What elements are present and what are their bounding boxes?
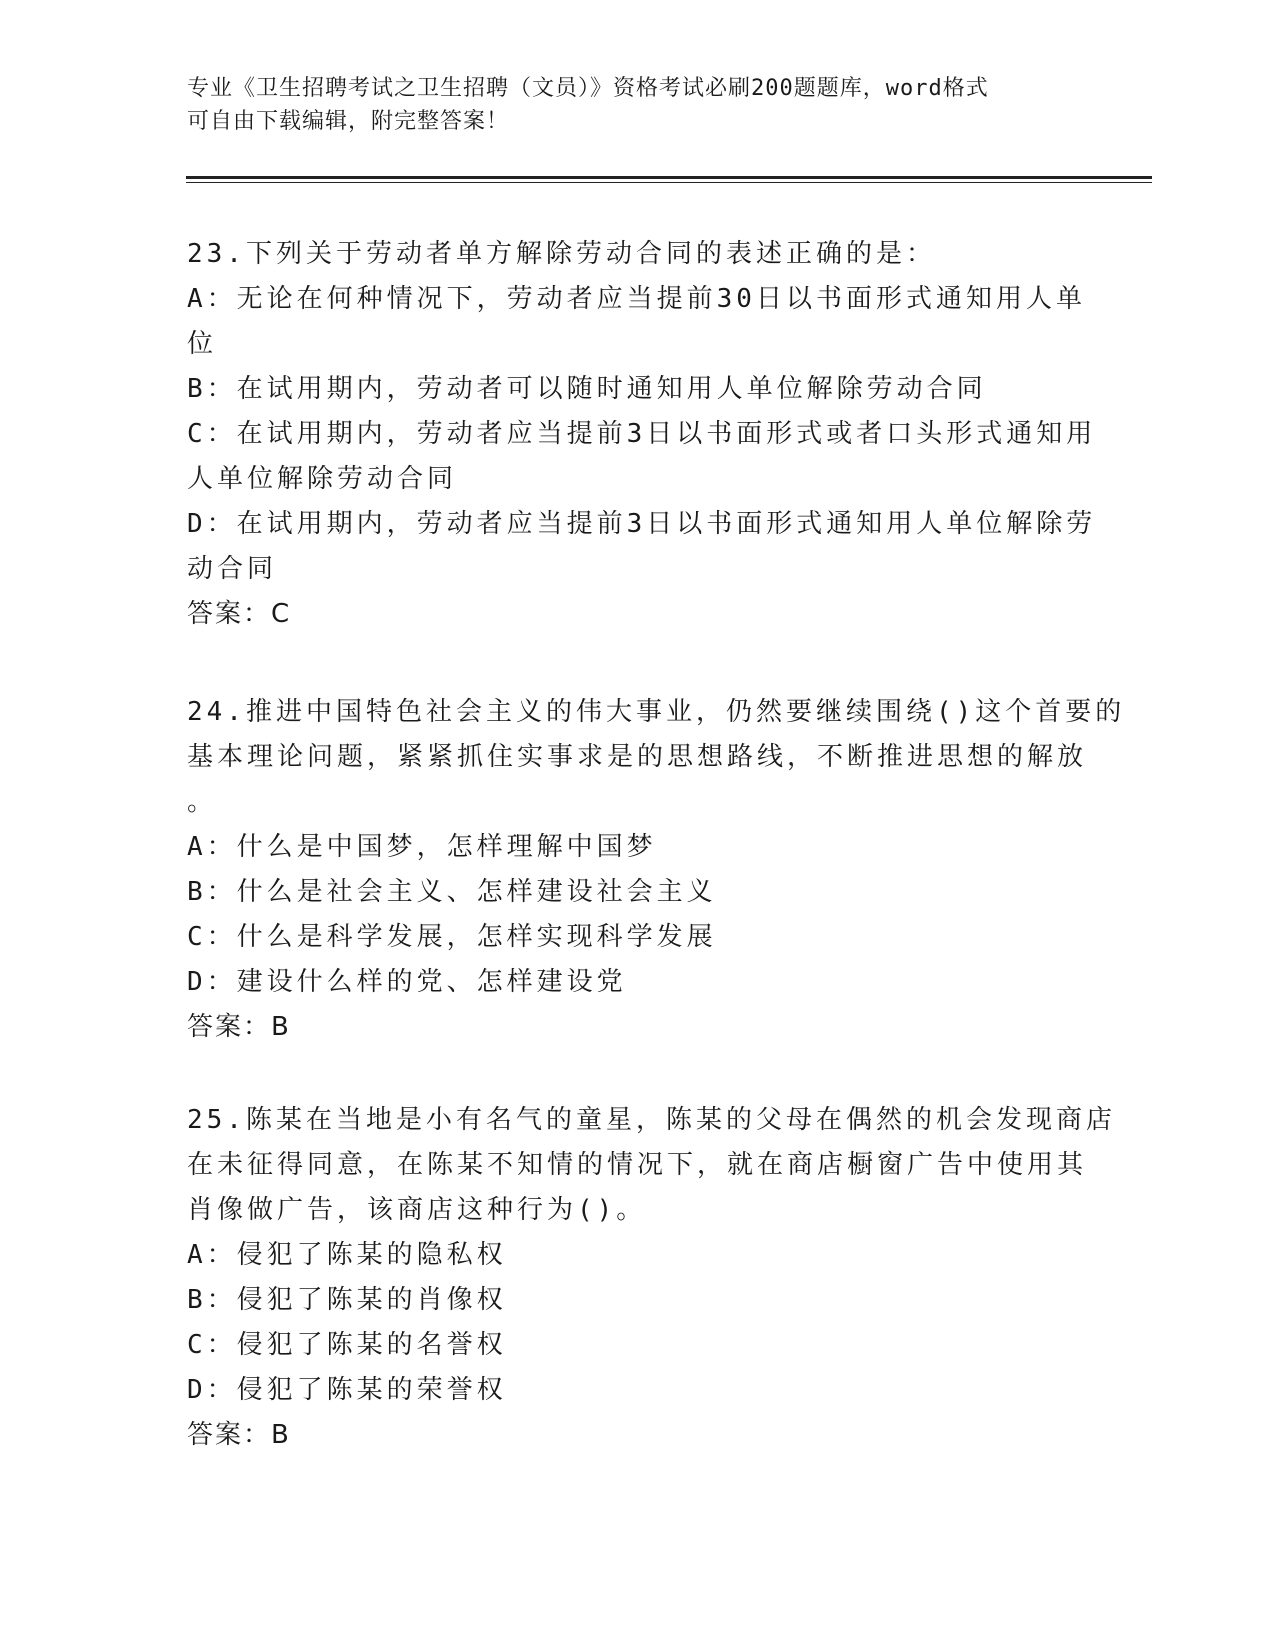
- question-stem: 24.推进中国特色社会主义的伟大事业，仍然要继续围绕()这个首要的: [187, 697, 1126, 727]
- option-d-continued: 动合同: [187, 554, 278, 584]
- option-b: B：侵犯了陈某的肖像权: [187, 1285, 507, 1315]
- option-a-continued: 位: [187, 329, 218, 359]
- option-c-continued: 人单位解除劳动合同: [187, 464, 458, 494]
- question-stem: 25.陈某在当地是小有名气的童星，陈某的父母在偶然的机会发现商店: [187, 1105, 1116, 1135]
- option-a: A：什么是中国梦，怎样理解中国梦: [187, 832, 657, 862]
- header-line-1: 专业《卫生招聘考试之卫生招聘（文员）》资格考试必刷200题题库，word格式: [187, 76, 989, 101]
- option-c: C：在试用期内，劳动者应当提前3日以书面形式或者口头形式通知用: [187, 419, 1097, 449]
- option-b: B：什么是社会主义、怎样建设社会主义: [187, 877, 717, 907]
- option-d: D：侵犯了陈某的荣誉权: [187, 1375, 507, 1405]
- option-d: D：建设什么样的党、怎样建设党: [187, 967, 627, 997]
- question-stem-continued: 。: [187, 787, 218, 817]
- question-stem-continued: 在未征得同意，在陈某不知情的情况下，就在商店橱窗广告中使用其: [187, 1150, 1088, 1180]
- answer-line: 答案：C: [187, 599, 292, 629]
- answer-line: 答案：B: [187, 1420, 291, 1450]
- question-stem-continued: 肖像做广告，该商店这种行为()。: [187, 1195, 647, 1225]
- document-header: [187, 72, 1087, 138]
- question-23: [187, 232, 1097, 637]
- question-stem-continued: 基本理论问题，紧紧抓住实事求是的思想路线，不断推进思想的解放: [187, 742, 1088, 772]
- question-24: [187, 690, 1126, 1050]
- option-c: C：什么是科学发展，怎样实现科学发展: [187, 922, 717, 952]
- question-stem: 23.下列关于劳动者单方解除劳动合同的表述正确的是：: [187, 239, 936, 269]
- header-divider-thick: [186, 176, 1152, 179]
- option-c: C：侵犯了陈某的名誉权: [187, 1330, 507, 1360]
- header-divider-thin: [186, 182, 1152, 183]
- option-a: A：无论在何种情况下，劳动者应当提前30日以书面形式通知用人单: [187, 284, 1086, 314]
- option-d: D：在试用期内，劳动者应当提前3日以书面形式通知用人单位解除劳: [187, 509, 1097, 539]
- option-a: A：侵犯了陈某的隐私权: [187, 1240, 507, 1270]
- header-line-2: 可自由下载编辑，附完整答案！: [187, 109, 510, 134]
- question-25: [187, 1098, 1116, 1458]
- option-b: B：在试用期内，劳动者可以随时通知用人单位解除劳动合同: [187, 374, 987, 404]
- answer-line: 答案：B: [187, 1012, 291, 1042]
